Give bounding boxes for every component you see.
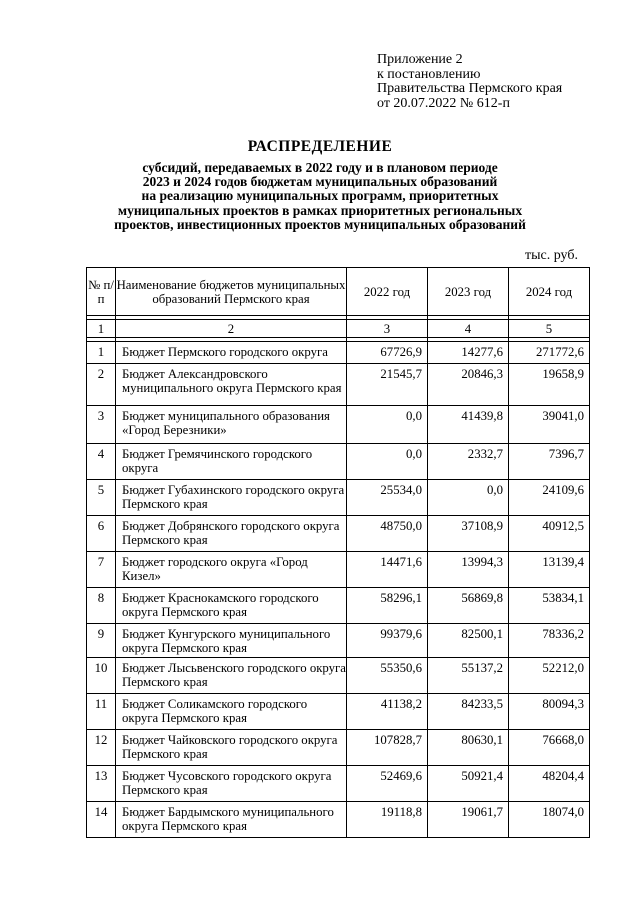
row-number: 12: [87, 730, 116, 766]
appendix-line: Приложение 2: [377, 52, 463, 67]
value-2023: 55137,2: [428, 658, 509, 694]
table-row: [87, 364, 590, 406]
value-2022: 0,0: [347, 444, 428, 480]
subtitle-line: субсидий, передаваемых в 2022 году и в плановом периоде: [142, 160, 498, 175]
budget-name: Бюджет Гремячинского городского округа: [116, 444, 347, 480]
value-2023: 82500,1: [428, 624, 509, 658]
value-2022: 21545,7: [347, 364, 428, 406]
appendix-block: [377, 53, 562, 111]
value-2023: 14277,6: [428, 342, 509, 364]
value-2023: 50921,4: [428, 766, 509, 802]
subtitle-line: муниципальных проектов в рамках приоритетных региональных: [117, 202, 523, 218]
table-row: [87, 588, 590, 624]
value-2022: 48750,0: [347, 516, 428, 552]
table-row: [87, 552, 590, 588]
table-header-row: [87, 268, 590, 316]
table-row: [87, 658, 590, 694]
budget-name: Бюджет Чусовского городского округа Пермского края: [116, 766, 347, 802]
value-2024: 52212,0: [509, 658, 590, 694]
value-2022: 67726,9: [347, 342, 428, 364]
column-number: 1: [87, 320, 116, 338]
value-2023: 13994,3: [428, 552, 509, 588]
subtitle-line: 2023 и 2024 годов бюджетам муниципальных образований: [142, 174, 498, 190]
value-2024: 39041,0: [509, 406, 590, 444]
value-2022: 25534,0: [347, 480, 428, 516]
table-row: [87, 406, 590, 444]
row-number: 8: [87, 588, 116, 624]
value-2024: 78336,2: [509, 624, 590, 658]
value-2024: 53834,1: [509, 588, 590, 624]
column-number: 5: [509, 320, 590, 338]
value-2022: 41138,2: [347, 694, 428, 730]
budget-name: Бюджет Добрянского городского округа Пермского края: [116, 516, 347, 552]
value-2024: 7396,7: [509, 444, 590, 480]
budget-name: Бюджет муниципального образования «Город Березники»: [116, 406, 347, 444]
value-2023: 0,0: [428, 480, 509, 516]
column-number: 4: [428, 320, 509, 338]
row-number: 3: [87, 406, 116, 444]
value-2022: 52469,6: [347, 766, 428, 802]
table-row: [87, 480, 590, 516]
budget-name: Бюджет Бардымского муниципального округа Пермского края: [116, 802, 347, 838]
value-2024: 13139,4: [509, 552, 590, 588]
row-number: 1: [87, 342, 116, 364]
row-number: 10: [87, 658, 116, 694]
row-number: 9: [87, 624, 116, 658]
value-2022: 19118,8: [347, 802, 428, 838]
budget-name: Бюджет Губахинского городского округа Пермского края: [116, 480, 347, 516]
value-2023: 41439,8: [428, 406, 509, 444]
budget-name: Бюджет Александровского муниципального округа Пермского края: [116, 364, 347, 406]
distribution-table: [86, 267, 590, 838]
appendix-line: от 20.07.2022 № 612-п: [377, 95, 510, 111]
table-row: [87, 766, 590, 802]
value-2022: 107828,7: [347, 730, 428, 766]
table-row: [87, 694, 590, 730]
value-2023: 20846,3: [428, 364, 509, 406]
subtitle-line: проектов, инвестиционных проектов муниципальных образований: [114, 216, 526, 232]
value-2024: 271772,6: [509, 342, 590, 364]
budget-name: Бюджет Краснокамского городского округа Пермского края: [116, 588, 347, 624]
table-row: [87, 342, 590, 364]
value-2022: 14471,6: [347, 552, 428, 588]
column-number: 2: [116, 320, 347, 338]
value-2023: 2332,7: [428, 444, 509, 480]
row-number: 2: [87, 364, 116, 406]
unit-label: тыс. руб.: [525, 248, 578, 263]
table-row: [87, 444, 590, 480]
value-2022: 58296,1: [347, 588, 428, 624]
value-2023: 56869,8: [428, 588, 509, 624]
value-2022: 55350,6: [347, 658, 428, 694]
table-row: [87, 516, 590, 552]
value-2024: 40912,5: [509, 516, 590, 552]
header-name: Наименование бюджетов муниципальных образований Пермского края: [116, 268, 347, 316]
value-2024: 76668,0: [509, 730, 590, 766]
row-number: 11: [87, 694, 116, 730]
value-2024: 24109,6: [509, 480, 590, 516]
table-row: [87, 624, 590, 658]
row-number: 6: [87, 516, 116, 552]
budget-name: Бюджет Соликамского городского округа Пермского края: [116, 694, 347, 730]
appendix-line: Правительства Пермского края: [377, 81, 563, 96]
value-2024: 19658,9: [509, 364, 590, 406]
value-2023: 84233,5: [428, 694, 509, 730]
table-row: [87, 802, 590, 838]
value-2023: 37108,9: [428, 516, 509, 552]
budget-name: Бюджет Чайковского городского округа Пермского края: [116, 730, 347, 766]
document-subtitle: [70, 161, 570, 232]
row-number: 14: [87, 802, 116, 838]
row-number: 5: [87, 480, 116, 516]
row-number: 4: [87, 444, 116, 480]
value-2022: 0,0: [347, 406, 428, 444]
value-2023: 19061,7: [428, 802, 509, 838]
value-2024: 48204,4: [509, 766, 590, 802]
row-number: 13: [87, 766, 116, 802]
column-number: 3: [347, 320, 428, 338]
budget-name: Бюджет городского округа «Город Кизел»: [116, 552, 347, 588]
row-number: 7: [87, 552, 116, 588]
header-num: № п/п: [87, 268, 116, 316]
header-2023: 2023 год: [428, 268, 509, 316]
value-2022: 99379,6: [347, 624, 428, 658]
budget-name: Бюджет Пермского городского округа: [116, 342, 347, 364]
value-2024: 18074,0: [509, 802, 590, 838]
column-number-row: [87, 320, 590, 338]
header-2022: 2022 год: [347, 268, 428, 316]
header-2024: 2024 год: [509, 268, 590, 316]
budget-name: Бюджет Лысьвенского городского округа Пермского края: [116, 658, 347, 694]
table-body: [87, 342, 590, 838]
value-2023: 80630,1: [428, 730, 509, 766]
budget-name: Бюджет Кунгурского муниципального округа Пермского края: [116, 624, 347, 658]
subtitle-line: на реализацию муниципальных программ, приоритетных: [141, 188, 499, 204]
value-2024: 80094,3: [509, 694, 590, 730]
table-row: [87, 730, 590, 766]
appendix-line: к постановлению: [377, 66, 481, 82]
document-title: РАСПРЕДЕЛЕНИЕ: [247, 138, 393, 155]
